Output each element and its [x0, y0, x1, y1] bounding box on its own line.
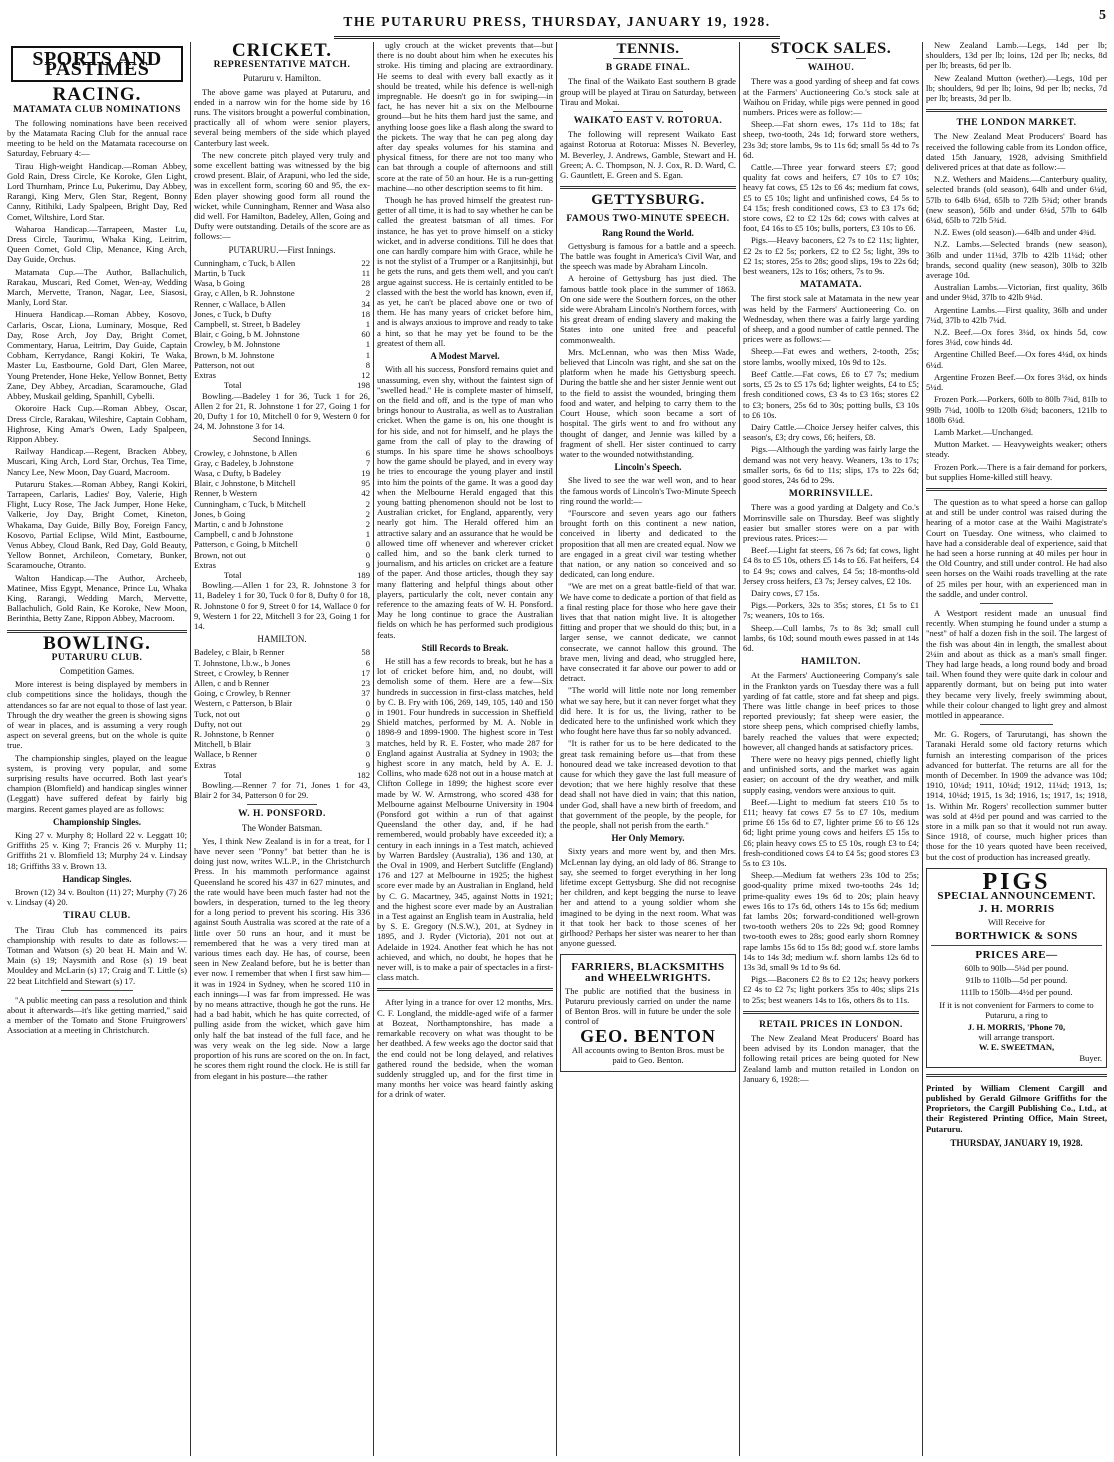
runs: 29: [361, 718, 370, 729]
paragraph: With all his success, Ponsford remains quiet and unassuming, even shy, without the faintest sign of "swelled head." He is complete master of himself, on the field and off, and is the type of man who brings honour to Australia, as well as to Australian cricket. When the game is on, his one thought is for his side, and not for himself, and he plays the game from the call of play to the drawing of stumps. In his spare time he shows schoolboys how the game should be played, and in every way he tries to encourage the young player and instil into him the points of the game. It was a good day when the Melbourne Herald engaged that this young batting phenomenon should not be lost to Australian cricket, for England, apparently, very nearly got him. The Herald offered him an attractive salary and an assurance that he would be allowed time off whenever and wherever cricket called him, and so the bank clerk turned to journalism, and his articles on cricket are a feature of the paper. And those articles, though they say many flattering and helpful things about other players, particularly the colt, never contain any reference to the amazing feats of W. H. Ponsford. May he long continue to grace the Australian fields on which he has performed such prodigious feats.: [377, 364, 553, 640]
batsman: Gray, c Allen, b R. Johnstone: [194, 288, 295, 299]
batsman: Street, c Crowley, b Renner: [194, 667, 289, 678]
paragraph: Australian Lambs.—Victorian, first quality, 36lb and under 9¼d, 37lb to 42lb 9¼d.: [926, 282, 1107, 303]
paragraph: There were no heavy pigs penned, chiefly light and unfinished sorts, and the market was again easier; on account of the dry weather, and milk supply easing, vendors were anxious to quit.: [743, 754, 919, 795]
table-row: [194, 350, 370, 360]
paragraph: Pigs.—Baconers £2 8s to £2 12s; heavy porkers £2 4s to £2 7s; light porkers 35s to 40s; slips 21s to 25s; best weaners 14s to 16s, others 8s to 11s.: [743, 974, 919, 1005]
morrinsville-body: [743, 502, 919, 653]
paragraph: A heroine of Gettysburg has just died. The famous battle took place in the summer of 1863. On one side were the Southern forces, on the other side were Abraham Lincoln's Northern forces, with his great dream of ending slavery and making the States into one united free and peaceful commonwealth.: [560, 273, 736, 345]
divider: [980, 603, 1052, 604]
prices-heading: PRICES ARE—: [975, 948, 1058, 961]
table-row: [194, 760, 370, 770]
paragraph: Though he has proved himself the greatest run-getter of all time, it is had to say whether he can be called the greatest batsman of all times. For instance, he has yet to prove himself on a sticky wicket, and in adverse conditions. Till he does that one can hardly compare him with Grace, while he is not the stylist of a Trumper or a Ranjitsinhji, but he gets the runs, and gets them well, and you can't argue against success. He is certainly entitled to be classed with the best the world has known, even if, as yet, he can't be placed above one or two of them. He has many years of cricket before him, and is always anxious to improve and ready to take a hint, so that he may yet be found to be the greatest of them all.: [377, 195, 553, 348]
runs: 7: [365, 457, 370, 468]
batsman: Western, c Patterson, b Blair: [194, 698, 293, 709]
records-body: [377, 656, 553, 983]
paragraph: "We are met on a great battle-field of that war. We have come to dedicate a portion of that field as a final resting place for those who here gave their lives that that nation might live. It is altogether fitting and proper that we should do this; but, in a larger sense, we cannot dedicate, we cannot consecrate, we cannot hallow this ground. The brave men, living and dead, who struggled here, have consecrated it far above our power to add or detract.: [560, 581, 736, 684]
runs: 1: [365, 349, 370, 360]
price-line: 91lb to 110lb—5d per pound.: [965, 975, 1068, 986]
batsman: Wasa, b Going: [194, 278, 245, 289]
table-row: [194, 560, 370, 570]
runs: 0: [365, 549, 370, 560]
batsman: Blair, c Johnstone, b Mitchell: [194, 478, 296, 489]
table-row: [194, 519, 370, 529]
rogers-story: Mr. G. Rogers, of Tarurutangi, has shown the Taranaki Herald some old factory returns which furnish an interesting comparison of the prices advanced for butterfat. The returns are all for the month of December. In 1909 the advance was 10d; 1910, 10¼d; 1911, 10¼d; 1912, 11¼d; 1913, 1s; 1914, 10¼d; 1915, 1s 3d; 1916, 1s; 1917, 1s; 1918, 1s. Within Mr. Rogers' recollection summer butter was sold at 4½d per pound and was carried to the store in a milk pan so that it would not run away. Since 1918, of course, much higher prices than those for the 10 years quoted have been received, but the cost of production has increased greatly.: [926, 729, 1107, 862]
divider: [931, 945, 1102, 946]
phone-line: J. H. MORRIS, 'Phone 70,: [967, 1022, 1066, 1033]
paragraph: Sheep.—Medium fat wethers 23s 10d to 25s; good-quality prime mixed two-tooths 24s 1d; prime-quality ewes 19s 6d to 20s; plain heavy ewes 16s to 17s 6d, others 14s to 15s 6d; medium fat lambs 20s; forward-conditioned well-grown two-tooth wethers 20s to 22s 9d; good Romney two-tooth ewes to 28s; good early shorn Romney rape lambs 15s 6d to 15s 8d; good w.f. store lambs 14s to 14s 3d; medium w.f. shorn lambs 12s 6d to 13s 3d, small 9s 1d to 9s 6d.: [743, 870, 919, 973]
paragraph: Frozen Pork.—Porkers, 60lb to 80lb 7¾d, 81lb to 99lb 7¼d, 100lb to 120lb 6¾d; baconers, 121lb to 180lb 6¼d.: [926, 394, 1107, 425]
runs: 42: [361, 488, 370, 499]
runs: 12: [361, 370, 370, 381]
table-row: [194, 539, 370, 549]
paragraph: The championship singles, played on the league system, is proving very popular, and some surprising results have occurred. Both last year's champion (Blomfield) and handicap singles winner (Leggatt) have suffered defeat by fairly big margins. Recent games played are as follows:: [7, 752, 187, 814]
table-row: [194, 299, 370, 309]
first-innings-scorecard: [194, 258, 370, 391]
table-row: [194, 468, 370, 478]
batsman: Cunningham, c Tuck, b Allen: [194, 257, 296, 268]
second-innings-heading: Second Innings.: [253, 434, 311, 445]
divider: [796, 58, 866, 59]
memory-body: Sixty years and more went by, and then Mrs. McLennan lay dying, an old lady of 86. Strange to say, she seemed to forget everything in her long lifetime except Gettysburg. She did not recognise her children, and kept begging the nurse to leave her and attend to a young soldier whom she imagined to be dying in the next room. What was it that took her back to those scenes of her girlhood? Perhaps her sister was nearer to her than anyone guessed.: [560, 846, 736, 949]
paragraph: "Fourscore and seven years ago our fathers brought forth on this continent a new nation, conceived in liberty and dedicated to the proposition that all men are created equal. Now we are engaged in a great civil war testing whether that nation, or any nation so conceived and so dedicated, can long endure.: [560, 507, 736, 580]
first-innings-bowling: Bowling.—Badeley 1 for 36, Tuck 1 for 26, Allen 2 for 21, R. Johnstone 1 for 27, Going 1 for 20, Dufty 1 for 10, Mitchell 0 for 9, Western 0 for 24, M. Johnstone 3 for 14.: [194, 390, 370, 432]
runs: 9: [365, 559, 370, 570]
westport-story: A Westport resident made an unusual find recently. When stumping he found under a stump a "nest" of half a dozen fish in the soil. The largest of the fish was about 4in in length, the smallest about 2¼in and about as thick as a man's small finger. They had large heads, a long round body and broad tail. When found they were quite dark in colour and apparently dormant, but on being put into water they became very lively, freely swimming about, while their colour changed to light grey and almost mottled in appearance.: [926, 607, 1107, 720]
table-row: [194, 360, 370, 370]
waikato-rotorua-heading: WAIKATO EAST V. ROTORUA.: [573, 116, 723, 127]
column-4: [557, 40, 739, 1458]
retail-body: The New Zealand Meat Producers' Board has been advised by its London manager, that the following retail prices are being quoted for New Zealand lamb and mutton retailed in London on January 6, 1928:—: [743, 1033, 919, 1084]
morrinsville-heading: MORRINSVILLE.: [788, 489, 874, 500]
tennis-heading: TENNIS.: [616, 41, 680, 57]
batsman: Campbell, c and b Johnstone: [194, 529, 294, 540]
table-row: [194, 729, 370, 739]
batsman: Campbell, st. Street, b Badeley: [194, 319, 301, 330]
batsman: Gray, c Badeley, b Johnstone: [194, 457, 294, 468]
ponsford-heading: W. H. PONSFORD.: [238, 809, 326, 820]
grade-body: The final of the Waikato East southern B grade group will be played at Tirau on Saturday, between Tirau and Mokai.: [560, 76, 736, 107]
table-row: [194, 698, 370, 708]
runs: 182: [357, 769, 370, 780]
table-row: [194, 668, 370, 678]
horse-story: The question as to what speed a horse can gallop at and still be under control was raised during the hearing of a motor case at the Waihi Magistrate's Court on Tuesday. One witness, who claimed to have had a considerable deal of experience, said that he had seen a horse running at 40 miles per hour in the Old Country, and still under control. He had also seen horses on the Waihi roads travelling at the rate of 25 miles per hour, with an experienced man in the saddle, and under control.: [926, 496, 1107, 599]
paragraph: "It is rather for us to be here dedicated to the great task remaining before us—that from these honoured dead we take increased devotion to that cause for which they gave the last full measure of devotion; that we here highly resolve that these dead shall not have died in vain; that this nation, under God, shall have a new birth of freedom, and that government of the people, by the people, for the people, shall not perish from the earth.": [560, 738, 736, 831]
pigs-will: Will Receive for: [988, 917, 1045, 928]
racing-entry: Walton Handicap.—The Author, Archeeb, Matinee, Miss Egypt, Menance, Prince Lu, Whaka King, Rarangi, Wedding March, Mervette, Ballachulich, Gold Rain, Ke Koroke, New Moon, Berinthia, Betty Zane, Rippon Abbey, Macroom.: [7, 572, 187, 624]
paragraph: Sheep.—Fat shorn ewes, 17s 11d to 18s; fat sheep, two-tooth, 24s 1d; forward store wethers, 23s 3d; store lambs, 9s to 11s 6d; small 5s 4d to 7s 6d.: [743, 119, 919, 160]
paragraph: Sheep.—Fat ewes and wethers, 2-tooth, 25s; store lambs, woolly mixed, 10s 9d to 12s.: [743, 346, 919, 367]
prices-note: If it is not convenient for Farmers to come to Putaruru, a ring to: [939, 999, 1094, 1020]
table-row: [194, 458, 370, 468]
runs: 2: [365, 508, 370, 519]
paragraph: Mutton Market. — Heavyweights weaker; others steady.: [926, 439, 1107, 460]
paragraph: She lived to see the war well won, and to hear the famous words of Lincoln's Two-Minute Speech ring round the world:—: [560, 475, 736, 506]
table-row: [194, 319, 370, 329]
batsman: Patterson, not out: [194, 359, 255, 370]
column-2: [191, 40, 373, 1458]
matamata-body: [743, 293, 919, 485]
tirau-heading: TIRAU CLUB.: [63, 911, 131, 922]
batsman: Jones, c Tuck, b Dufty: [194, 308, 272, 319]
marvel-body: [377, 364, 553, 639]
waihou-heading: WAIHOU.: [807, 63, 855, 74]
batsman: Extras: [194, 370, 216, 381]
racing-entry: Okoroire Hack Cup.—Roman Abbey, Oscar, Dress Circle, Rarakau, Wileshire, Captain Cobham, Highrose, King Amar's Owen, Lady Spalpeen, Rippon Abbey.: [7, 403, 187, 444]
paragraph: Yes, I think New Zealand is in for a treat, for I have never seen "Ponny" bat better than he is doing just now, writes W.L.P., in the Christchurch Press. In his mammoth performance against Queensland he scored his 437 in 627 minutes, and the rate would have been much faster had not the bowlers, in desperation, turned to the leg theory for a long period to prevent his scoring. His 336 against South Australia was scored at the rate of a little over 50 runs an hour, and it must be remembered that he was a very tired man at various times each day. He has, of course, been seen in New Zealand before, but he is better than ever now. I remember that when I first saw him—it was in 1924 in Sydney, when he scored 110 in each innings—I was far from impressed. He was by no means attractive, though he got the runs. He had a bad habit, which he has quite corrected, of pulling aside from the wicket, which gave him only half the bat instead of the full face, and he was very weak on the leg side. Now a large proportion of his runs are scored on the on. In fact, he scores them right round the clock. He is still far from elegant in his posture—the rather: [194, 835, 370, 1081]
prices-list: [931, 963, 1102, 998]
column-1: [4, 40, 190, 1458]
gettysburg-body: [560, 241, 736, 459]
paragraph: Lamb Market.—Unchanged.: [934, 426, 1034, 437]
divider: [560, 186, 736, 189]
batsman: R. Johnstone, b Renner: [194, 729, 274, 739]
batsman: Wasa, c Dufty, b Badeley: [194, 467, 282, 478]
column-5: [740, 40, 922, 1458]
table-row: [194, 719, 370, 729]
masthead-rule: [334, 36, 780, 39]
hamilton-heading: HAMILTON.: [257, 634, 307, 645]
london-market-heading: THE LONDON MARKET.: [956, 118, 1077, 129]
batsman: Going, c Crowley, b Renner: [194, 688, 291, 699]
paragraph: "The world will little note nor long remember what we say here, but it can never forget what they did here. It is for us, the living, rather to be dedicated here to the unfinished work which they who fought here have thus far so nobly advanced.: [560, 685, 736, 737]
paragraph: There was a good yarding at Dalgety and Co.'s Morrinsville sale on Thursday. Beef was slightly easier but smaller stores were on a par with previous rates. Prices:—: [743, 502, 919, 543]
championship-results: King 27 v. Murphy 8; Hollard 22 v. Leggatt 10; Griffiths 25 v. King 7; Francis 26 v. Murphy 11; Griffiths 21 v. Blomfield 13; Murphy 24 v. Lindsay 18; Griffiths 33 v. Brown 13.: [7, 830, 187, 871]
table-row: [194, 288, 370, 298]
paragraph: Sheep.—Cull lambs, 7s to 8s 3d; small cull lambs, 6s 10d; sound mouth ewes passed in at 14s 6d.: [743, 622, 919, 653]
runs: 19: [361, 467, 370, 478]
batsman: Martin, b Tuck: [194, 268, 246, 279]
paragraph: N.Z. Wethers and Maidens.—Canterbury quality, selected brands (old season), 64lb and under 6¼d, 57lb to 64lb 6¼d, 65lb to 72lb 5¾d; other brands (new season), 56lb and under 6¼d, 57lb to 64lb 6¼d, 65lb to 72lb 5¾d.: [926, 174, 1107, 226]
records-heading: Still Records to Break.: [421, 642, 509, 653]
divider: [743, 1011, 919, 1014]
table-row: [194, 448, 370, 458]
divider: [61, 990, 133, 991]
lamb-prices: [926, 40, 1107, 103]
paragraph: Dairy cows, £7 15s.: [751, 587, 820, 598]
batsman: Total: [224, 380, 242, 391]
second-innings-bowling: Bowling.—Allen 1 for 23, R. Johnstone 3 for 11, Badeley 1 for 30, Tuck 0 for 8, Dufty 0 for 18, R. Johnstone 0 for 9, Street 0 for 14, Wallace 0 for 9, Western 1 for 22, Mitchell 3 for 23, Going 1 for 14.: [194, 580, 370, 631]
runs: 1: [365, 529, 370, 540]
runs: 22: [361, 257, 370, 268]
table-row: [194, 550, 370, 560]
paragraph: He still has a few records to break, but he has a lot of cricket before him, and, no doubt, will demolish some of them. Here are a few—Six hundreds in succession in first-class matches, held by C. B. Fry with 106, 269, 149, 105, 140 and 150 in 1901. Four hundreds in succession in Sheffield Shield matches, performed by M. A. Noble in 1898-9 and 1899-1900. The highest score in Test matches, held by R. E. Foster, who made 287 for England against Australia at Sydney in 1903; the highest score in any match, held by A. E. J. Collins, who made 628 not out in a house match at Clifton College in 1899; the highest score ever made by W. W. Armstrong, who scored 438 for Melbourne against Melbourne University in 1904 (Ponsford got within a run of that against Queensland the other day, and, if he had remembered, would probably have exceeded it); a century in each innings in a Test match, achieved by Warren Bardsley (Australia), 136 and 130, at the Oval in 1909, and Herbert Sutcliffe (England) 176 and 127 at Melbourne in 1925; the highest score ever made by an Australian in England, held by C. G. Macartney, 345, against Notts in 1921; and the highest score ever made by an Australian in a Test against an English team in Australia, held by S. E. Gregory (N.S.W.), 201, at Sydney in 1895, and J. Ryder (Victoria), 201 not out at Adelaide in 1924. Another feat which he has not achieved, and which, no doubt, he hopes that he never will, is to make a pair of spectacles in a first-class match.: [377, 655, 553, 983]
paragraph: Argentine Lambs.—First quality, 36lb and under 7¼d, 37lb to 42lb 7¼d.: [926, 304, 1107, 325]
ponsford-subheading: The Wonder Batsman.: [241, 822, 323, 833]
racing-entry: Waharoa Handicap.—Tarrapeen, Master Lu, Dress Circle, Taurimu, Whaka King, Leitrim, Queen Comet, Gold Clip, Menance, King Arch, Day Guide, Orchus.: [7, 223, 187, 265]
london-market-body: [926, 131, 1107, 482]
racing-entry: Tirau High-weight Handicap.—Roman Abbey, Gold Rain, Dress Circle, Ke Koroke, Glen Light, Lord Thurnham, Prince Lu, Pukerimu, Day Abbey, Rarangi, King Merv, Glen Star, Regent, Bonny Canny, Ritihiki, Lady Spalpeen, Bright Day, Red Comet, Wiltshire, Lord Star.: [7, 160, 187, 222]
runs: 3: [365, 739, 370, 750]
runs: 8: [365, 359, 370, 370]
pigs-advert: [926, 868, 1107, 1068]
page-number: 5: [1099, 8, 1106, 23]
batsman: Renner, c Wallace, b Allen: [194, 298, 286, 309]
runs: 37: [361, 688, 370, 699]
paragraph: New Zealand Mutton (wether).—Legs, 10d per lb; shoulders, 9d per lb; loins, 9d per lb; necks, 7d per lb; breasts, 3d per lb.: [926, 72, 1107, 104]
buyer-name: W. E. SWEETMAN,: [978, 1042, 1055, 1053]
paragraph: Beef.—Light fat steers, £6 7s 6d; fat cows, light £4 8s to £5 10s, others £5 14s to £6. Fat heifers, £4 to £4 9s; cows and calves, £4 5s; 18-months-old Jersey cross heifers, £3 7s; Jersey calves, £2 10s.: [743, 545, 919, 586]
paragraph: Frozen Pork.—There is a fair demand for porkers, but supplies Home-killed still heavy.: [926, 461, 1107, 482]
table-row: [194, 509, 370, 519]
racing-intro: The following nominations have been received by the Matamata Racing Club for the annual race meeting to be held on the Matamata racecourse on Saturday, February 4:—: [7, 117, 187, 159]
cricket-body: [194, 87, 370, 242]
benton-name: GEO. BENTON: [580, 1025, 716, 1046]
paragraph: Argentine Frozen Beef.—Ox fores 3¼d, ox hinds 5¼d.: [926, 371, 1107, 393]
racing-entry: Hinuera Handicap.—Roman Abbey, Kosovo, Carlaris, Oscar, Liona, Luminary, Mosque, Red Day, Rose Arch, Joy Day, Bright Comet, Commentary, Harua, Leitrim, Day Guide, Captain Cobham, Kerrydance, Rangi Kokiri, Te Waka, Master Lu, Eastbourne, Gold Dart, Glen Maree, Young Pretender, Hone Heke, Yellow Bonnet, Betty Zane, Dey Abbey, Arcadian, Scaramouche, Glad Abbey, Muskail gelding, Spanhill, Cybelli.: [7, 309, 187, 402]
bowling-heading: BOWLING.: [43, 632, 151, 654]
table-row: [194, 709, 370, 719]
public-meeting-note: "A public meeting can pass a resolution and think about it afterwards—it's like getting married," said a member of the Tomato and Stone Fruitgrowers' Association at a meeting in Christchurch.: [7, 994, 187, 1036]
price-line: 60lb to 90lb—5¼d per pound.: [964, 963, 1069, 974]
batsman: Crowley, c Johnstone, b Allen: [194, 447, 298, 458]
divider: [247, 804, 317, 805]
handicap-results: Brown (12) 34 v. Boulton (11) 27; Murphy (7) 26 v. Lindsay (4) 20.: [7, 887, 187, 908]
masthead: [0, 0, 1114, 40]
bowling-body: [7, 679, 187, 814]
table-row: [194, 278, 370, 288]
table-row: [194, 749, 370, 759]
batsman: Dufty, not out: [194, 718, 242, 729]
batsman: Mitchell, b Blair: [194, 739, 252, 750]
table-row: [194, 529, 370, 539]
farriers-body: The public are notified that the business in Putaruru previously carried on under the name of Benton Bros. will in future be under the sole control of: [565, 985, 731, 1027]
runs: 6: [365, 657, 370, 668]
runs: 28: [361, 278, 370, 289]
paragraph: Mrs. McLennan, who was then Miss Wade, believed that Lincoln was right, and she sat on the platform when he made his Gettysburg speech. During the battle she and her sister Jennie went out to the field to assist the wounded, bringing them food and water, and helping to carry them to the Court House, which soon became a sort of hospital. The girls went to and fro without any thought of danger, and Jennie was killed by a fragment of shell. Her sister continued to carry water to the wounded notwithstanding.: [560, 346, 736, 459]
pigs-firm: BORTHWICK & SONS: [955, 929, 1078, 942]
divider: [613, 58, 683, 59]
runs: 0: [365, 729, 370, 739]
batsman: Extras: [194, 559, 216, 570]
tirau-results: The Tirau Club has commenced its pairs championship with results to date as follows:—Totman and Watson (s) 20 beat H. Main and W. Main (s) 19; Naysmith and Rose (s) 19 beat Mouldey and McLarin (s) 17; Craig and T. Little (s) 22 beat Litchfield and Stewart (s) 17.: [7, 924, 187, 986]
runs: 1: [365, 339, 370, 350]
paragraph: Beef.—Light to medium fat steers £10 5s to £11; heavy fat cows £7 5s to £7 10s, medium prime £6 15s 6d to £7, lighter prime £6 to £6 12s 6d; light prime young cows and heifers £5 15s to £6; plain heavy cows £5 to £5 10s, rough £3 to £4; fresh-conditioned cows £4 to £4 5s; good stores £3 5s to £3 10s.: [743, 796, 919, 869]
divider: [377, 988, 553, 991]
arrange-line: will arrange transport.: [978, 1032, 1055, 1043]
runs: 2: [365, 288, 370, 299]
paragraph: Pigs.—Although the yarding was fairly large the demand was not very heavy. Weaners, 13s to 17s; smaller sorts, 6s 6d to 11s; slips, 17s to 22s 6d; good stores, 24s 6d to 29s.: [743, 444, 919, 485]
ponsford-continuation: [377, 40, 553, 348]
trance-story: After lying in a trance for over 12 months, Mrs. C. F. Longland, the middle-aged wife of a farmer at Bozeat, Northamptonshire, has made a remarkable recovery on what was thought to be her deathbed. A few weeks ago the doctor said that the end could not be long delayed, and relatives gathered round the bedside, when the woman suddenly struggled up, and for the first time in many months her voice was heard faintly asking for a drink of water.: [377, 997, 553, 1100]
handicap-heading: Handicap Singles.: [62, 873, 132, 884]
paragraph: ugly crouch at the wicket prevents that—but there is no doubt about him when he executes his stroke. His timing and placing are extraordinary. He seems to deal with every ball exactly as it should be treated, while his defence is well-nigh impregnable. He doesn't go in for swiping—in fact, he has never hit a six on the Melbourne ground—but he hits them hard just the same, and anything loose goes like a flash along the sward to the pickets. The way that he can peg along day after day speaks volumes for his stamina and physical fitness, for there are not too many who can bat through a couple of afternoons and still score at the rate of 50 an hour. He is a run-getting machine—no other description seems to fit him.: [377, 40, 553, 193]
grade-heading: B GRADE FINAL.: [605, 63, 691, 74]
runs: 2: [365, 498, 370, 509]
table-row: [194, 678, 370, 688]
total-row: [194, 770, 370, 780]
paragraph: The new concrete pitch played very truly and some excellent batting was witnessed by the big crowd present. Blair, of Arapuni, who led the side, was in excellent form, scoring 60 and 95, the ex-Eden player showing good form all round the wicket, while Cunningham, Renner and Wasa also did well. For Hamilton, Badeley, Allen, Going and Dufty were outstanding. Details of the score are as follows:—: [194, 149, 370, 242]
hamilton-scorecard: [194, 647, 370, 780]
second-innings-scorecard: [194, 448, 370, 581]
runs: 0: [365, 749, 370, 760]
table-row: [194, 329, 370, 339]
divider: [613, 209, 683, 210]
pigs-name: J. H. MORRIS: [978, 903, 1055, 916]
batsman: Renner, b Western: [194, 488, 258, 499]
first-innings-heading: PUTARURU.—First Innings.: [228, 244, 336, 255]
runs: 23: [361, 677, 370, 688]
cricket-match: Putaruru v. Hamilton.: [243, 73, 321, 84]
batsman: Brown, b M. Johnstone: [194, 349, 275, 360]
batsman: Extras: [194, 759, 216, 770]
paragraph: Gettysburg is famous for a battle and a speech. The battle was fought in America's Civil War, and the speech was made by Abraham Lincoln.: [560, 240, 736, 272]
runs: 17: [361, 667, 370, 678]
racing-heading: RACING.: [52, 84, 142, 106]
batsman: Martin, c and b Johnstone: [194, 518, 284, 529]
paragraph: Argentine Chilled Beef.—Ox fores 4¼d, ox hinds 6¼d.: [926, 349, 1107, 370]
column-3: [374, 40, 556, 1458]
batsman: Total: [224, 569, 242, 580]
divider: [926, 1074, 1107, 1077]
runs: 34: [361, 298, 370, 309]
retail-heading: RETAIL PRICES IN LONDON.: [759, 1019, 903, 1030]
batsman: Cunningham, c Tuck, b Mitchell: [194, 498, 306, 509]
imprint: Printed by William Clement Cargill and published by Gerald Gilmore Griffiths for the Proprietors, the Cargill Publishing Co., Ltd., at their Registered Printing Office, Main Street, Putaruru.: [926, 1082, 1107, 1134]
bowling-subheading-2: Competition Games.: [59, 665, 135, 676]
table-row: [194, 688, 370, 698]
paragraph: N.Z. Lambs.—Selected brands (new season), 36lb and under 11¼d, 37lb to 42lb 11¼d; other brands, second quality (new season), 30lb to 32lb average 10d.: [926, 239, 1107, 281]
divider: [980, 724, 1052, 725]
table-row: [194, 739, 370, 749]
racing-entry: Railway Handicap.—Regent, Bracken Abbey, Muscari, King Arch, Lord Star, Orchus, Tea Time, Nancy Lee, New Moon, Day Guard, Macroom.: [7, 446, 187, 477]
table-row: [194, 478, 370, 488]
paragraph: Cattle.—Three year forward steers £7; good quality fat cows and heifers, £7 10s to £7 10s; heavy fat cows, £5 12s to £6 4s; medium fat cows, £5 to £5 10s; light and unfinished cows, £4 5s to £4 15s; fresh conditioned cows, £3 to £3 17s 6d; store cows, £2 to £2 12s 6d; cows with calves at foot, £4 16s to £5 10s; bulls, porters, £3 10s to £6.: [743, 162, 919, 234]
runs: 11: [361, 268, 370, 279]
table-row: [194, 309, 370, 319]
matamata-heading: MATAMATA.: [799, 280, 863, 291]
farriers-heading: FARRIERS, BLACKSMITHS and WHEELWRIGHTS.: [571, 961, 725, 984]
divider: [926, 109, 1107, 112]
table-row: [194, 258, 370, 268]
paragraph: Pigs.—Porkers, 32s to 35s; stores, £1 5s to £1 7s; weaners, 10s to 16s.: [743, 600, 919, 621]
batsman: Crowley, b M. Johnstone: [194, 339, 281, 350]
runs: 189: [357, 569, 370, 580]
divider: [613, 111, 683, 112]
buyer-label: Buyer.: [1079, 1052, 1102, 1063]
cricket-heading: CRICKET.: [231, 40, 333, 61]
pigs-heading: PIGS: [982, 868, 1051, 895]
runs: 0: [365, 708, 370, 719]
batsman: Wallace, b Renner: [194, 749, 258, 760]
runs: 60: [361, 329, 370, 340]
runs: 9: [365, 759, 370, 770]
racing-entries: [7, 161, 187, 624]
runs: 198: [357, 380, 370, 391]
batsman: Tuck, not out: [194, 708, 240, 719]
runs: 0: [365, 698, 370, 709]
hamilton-sale-body: [743, 670, 919, 1005]
batsman: Blair, c Going, b M. Johnstone: [194, 329, 300, 340]
lincoln-heading: Lincoln's Speech.: [614, 462, 682, 473]
sports-banner: SPORTS AND PASTIMES: [11, 46, 183, 82]
paragraph: Beef Cattle.—Fat cows, £6 to £7 7s; medium sorts, £5 2s to £5 17s 6d; lighter weights, £4 to £5; fresh conditioned cows, £3 4s to £3 16s; stores £2 to £3; boners, 25s 6d to 30s; potting bulls, £3 10s to £6 10s.: [743, 368, 919, 420]
racing-subheading: MATAMATA CLUB NOMINATIONS: [13, 104, 181, 115]
hamilton-bowling: Bowling.—Renner 7 for 71, Jones 1 for 43, Blair 2 for 34, Patterson 0 for 29.: [194, 780, 370, 801]
cricket-subheading: REPRESENTATIVE MATCH.: [213, 60, 351, 71]
hamilton-sale-heading: HAMILTON.: [801, 657, 861, 668]
waihou-body: [743, 76, 919, 276]
runs: 6: [365, 447, 370, 458]
batsman: Jones, b Going: [194, 508, 246, 519]
bowling-subheading: PUTARURU CLUB.: [51, 652, 143, 663]
table-row: [194, 370, 370, 380]
total-row: [194, 570, 370, 580]
gettysburg-heading: GETTYSBURG.: [591, 192, 705, 209]
paragraph: New Zealand Lamb.—Legs, 14d per lb; shoulders, 13d per lb; loins, 12d per lb; necks, 8d per lb; breasts, 6d per lb.: [926, 40, 1107, 71]
paragraph: N.Z. Ewes (old season).—64lb and under 4¾d.: [934, 227, 1097, 238]
table-row: [194, 488, 370, 498]
total-row: [194, 380, 370, 390]
batsman: Allen, c and b Renner: [194, 677, 270, 688]
batsman: Brown, not out: [194, 549, 246, 560]
divider: [926, 488, 1107, 491]
lincoln-body: [560, 475, 736, 830]
paragraph: The New Zealand Meat Producers' Board has received the following cable from its London office, dated 15th January, 1928, advising Smithfield delivered prices at that date as follow:—: [926, 131, 1107, 173]
table-row: [194, 339, 370, 349]
runs: 58: [361, 647, 370, 658]
runs: 2: [365, 518, 370, 529]
ponsford-body: [194, 836, 370, 1081]
stock-sales-heading: STOCK SALES.: [770, 40, 892, 57]
paragraph: Dairy Cattle.—Choice Jersey heifer calves, this season's, £3; dry cows, £6; heifers, £8.: [743, 421, 919, 443]
batsman: Total: [224, 769, 242, 780]
paragraph: The above game was played at Putaruru, and ended in a narrow win for the home side by 16 runs. The visitors brought a powerful combination, practically all of whom were senior players, several being members of the side which played Canterbury last week.: [194, 86, 370, 148]
waikato-rotorua-body: The following will represent Waikato East against Rotorua at Rotorua: Misses N. Beverley, M. Beverley, J. Andrews, Gamble, Stewart and H. Green; A. C. Thompson, N. J. Cox, R. D. Ward, C. G. Gauntlett, E. Green and S. Egan.: [560, 129, 736, 181]
runs: 0: [365, 539, 370, 550]
masthead-title: THE PUTARURU PRESS, THURSDAY, JANUARY 19, 1928.: [343, 14, 771, 29]
paragraph: More interest is being displayed by members in club competitions since the holidays, though the attendances so far are not equal to those of last year. Through the dry weather the green is showing signs of wear in places, and is assuming a very rough aspect on several greens, but on the whole is quite true.: [7, 679, 187, 751]
runs: 1: [365, 319, 370, 330]
gettysburg-subheading-2: Rang Round the World.: [602, 227, 694, 238]
benton-advert: [560, 954, 736, 1072]
table-row: [194, 499, 370, 509]
racing-entry: Matamata Cup.—The Author, Ballachulich, Rarakau, Muscari, Red Comet, Wen-ay, Wedding March, Mervette, Tranon, Nagar, Lee, Siasosi, Manly, Lord Star.: [7, 266, 187, 308]
championship-heading: Championship Singles.: [52, 816, 142, 827]
paragraph: At the Farmers' Auctioneering Company's sale in the Frankton yards on Tuesday there was a full yarding of fat cattle, store and fat sheep and pigs. There was little change in beef prices to those reported previously; fat sheep were easier, the store sheep pens, which comprised chiefly lambs, barely reached the values that were expected; however, all changed hands at satisfactory prices.: [743, 670, 919, 752]
batsman: T. Johnstone, l.b.w., b Jones: [194, 657, 291, 668]
racing-entry: Putaruru Stakes.—Roman Abbey, Rangi Kokiri, Tarrapeen, Carlaris, Ladies' Boy, Valerie, High Flight, Lucy Rose, The Jack Jumper, Hone Heke, Valkerie, Joy Day, Bright Comet, Kineton, Whakama, Day Guide, Billy Boy, Foreign Fancy, Kosovo, Partial Eclipse, Wild Mint, Eastbourne, Venus Abbey, Cloud Bank, Red Day, Gold Beauty, Yellow Bonnet, Archileon, Cometary, Bunker, Scaramouche, Otranto.: [7, 478, 187, 571]
memory-heading: Her Only Memory.: [611, 833, 685, 844]
table-row: [194, 268, 370, 278]
table-row: [194, 658, 370, 668]
paragraph: There was a good yarding of sheep and fat cows at the Farmers' Auctioneering Co.'s stock sale at Waihou on Friday, while pigs were penned in good numbers. Prices were as follow:—: [743, 76, 919, 118]
pigs-subheading: SPECIAL ANNOUNCEMENT.: [937, 890, 1096, 903]
paragraph: Pigs.—Heavy baconers, £2 7s to £2 11s; lighter, £2 2s to £2 5s; porkers, £2 to £2 5s; light, 39s to £2 1s; stores, 25s to 28s; good slips, 19s to 22s 6d; best weaners, 12s to 16s; others, 7s to 9s.: [743, 235, 919, 277]
gettysburg-subheading: FAMOUS TWO-MINUTE SPEECH.: [566, 214, 730, 225]
runs: 95: [361, 478, 370, 489]
marvel-heading: A Modest Marvel.: [430, 351, 500, 362]
column-6: [923, 40, 1110, 1458]
batsman: Patterson, c Going, b Mitchell: [194, 539, 298, 550]
batsman: Badeley, c Blair, b Renner: [194, 647, 285, 658]
runs: 18: [361, 308, 370, 319]
table-row: [194, 647, 370, 657]
footer-date: THURSDAY, JANUARY 19, 1928.: [950, 1137, 1083, 1148]
paragraph: The first stock sale at Matamata in the new year was held by the Farmers' Auctioneering Co. on Wednesday, when there was a fairly large yarding of sheep, and a good number of cattle penned. The prices were as follows:—: [743, 293, 919, 345]
paragraph: N.Z. Beef.—Ox fores 3¼d, ox hinds 5d, cow fores 3¼d, cow hinds 4d.: [926, 327, 1107, 348]
price-line: 111lb to 150lb—4½d per pound.: [960, 987, 1073, 998]
benton-note: All accounts owing to Benton Bros. must be paid to Geo. Benton.: [571, 1044, 725, 1066]
